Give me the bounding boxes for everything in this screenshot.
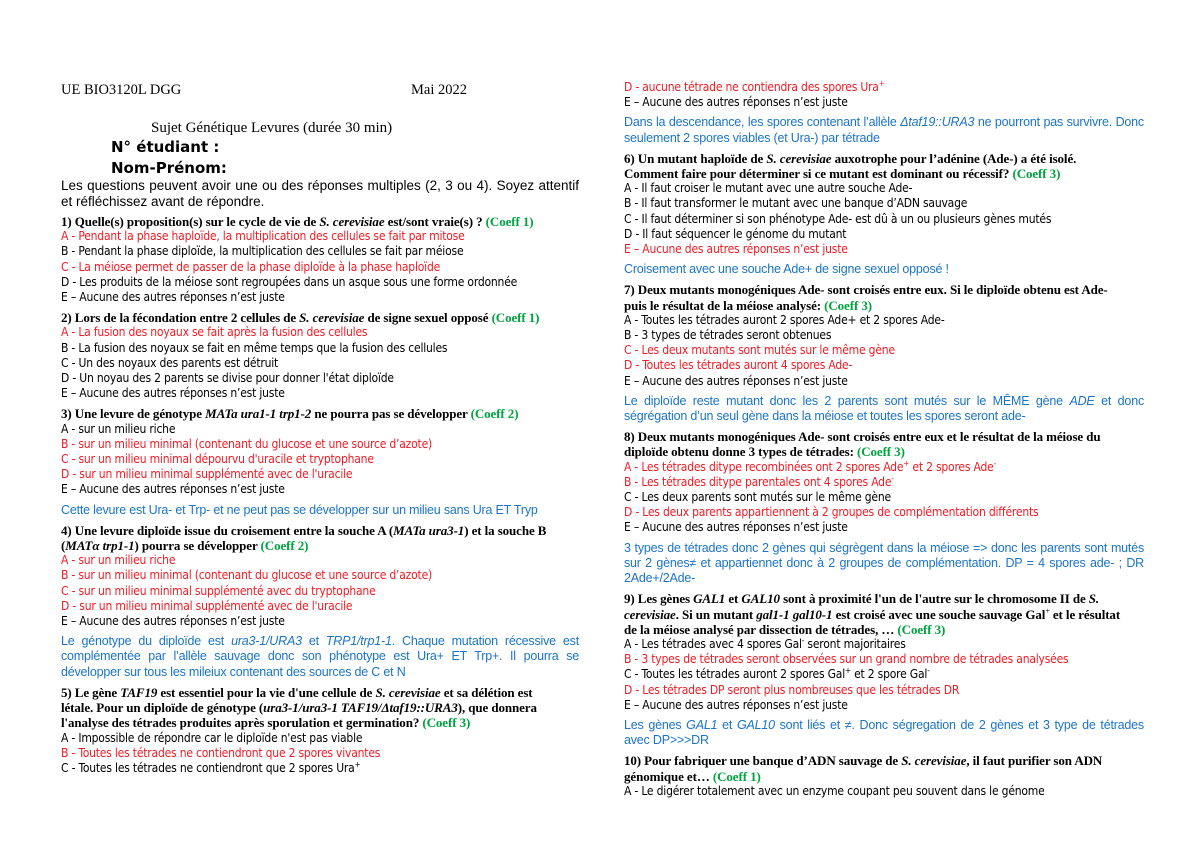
correction-text	[624, 718, 1144, 748]
answer-option	[624, 667, 1144, 682]
text-run: est essentiel pour la vie d'une cellule de	[157, 684, 376, 700]
text-run: A - Les tétrades ditype recombinées ont 2 spores Ade	[624, 459, 904, 474]
answer-option	[624, 358, 1144, 373]
text-run: B - Toutes les tétrades ne contiendront que 2 spores vivantes	[61, 745, 381, 760]
answer-option	[624, 475, 1144, 490]
answer-option	[624, 328, 1144, 343]
question-block-q10	[624, 753, 1144, 799]
text-run: de signe sexuel opposé	[364, 310, 492, 326]
text-run: gal1-1 gal10-1	[756, 606, 833, 622]
question-text	[624, 429, 1144, 444]
text-run: 7) Deux mutants monogéniques Ade- sont croisés entre eux. Si le diploïde obtenu est Ade-	[624, 282, 1108, 298]
text-run: 2) Lors de la fécondation entre 2 cellules de	[61, 310, 300, 326]
correction-c8	[624, 541, 1144, 587]
question-text	[61, 406, 579, 421]
answer-option	[61, 761, 579, 776]
text-run: E – Aucune des autres réponses n’est juste	[624, 697, 848, 712]
answer-option	[624, 652, 1144, 667]
text-run: ) pourra se développer	[134, 538, 261, 554]
text-run: C - sur un milieu minimal dépourvu d'uracile et tryptophane	[61, 452, 374, 467]
question-text	[61, 700, 579, 715]
answer-option	[624, 242, 1144, 257]
text-run: E – Aucune des autres réponses n’est juste	[624, 520, 848, 535]
text-run: 10) Pour fabriquer une banque d’ADN sauvage de	[624, 753, 902, 769]
answer-option	[624, 683, 1144, 698]
text-run: Cette levure est Ura- et Trp- et ne peut pas se développer sur un milieu sans Ura ET Tryp	[61, 502, 538, 517]
course-code: UE BIO3120L DGG	[61, 82, 182, 98]
text-run: E – Aucune des autres réponses n’est juste	[61, 386, 285, 401]
answer-option	[624, 374, 1144, 389]
text-run: Comment faire pour déterminer si ce mutant est dominant ou récessif?	[624, 166, 1013, 182]
correction-text	[61, 634, 579, 680]
answer-option	[624, 520, 1144, 535]
text-run: B - sur un milieu minimal (contenant du glucose et une source d’azote)	[61, 436, 433, 451]
answer-option	[61, 614, 579, 629]
text-run: est croisé avec une souche sauvage Gal	[832, 606, 1046, 622]
text-run: génomique et…	[624, 768, 713, 784]
text-run: B - Les tétrades ditype parentales ont 4 spores Ade	[624, 474, 892, 489]
text-run: A - Le digérer totalement avec un enzyme coupant peu souvent dans le génome	[624, 783, 1045, 798]
text-run: (Coeff 3)	[897, 621, 946, 637]
text-run: A - sur un milieu riche	[61, 421, 176, 436]
answer-option	[61, 731, 579, 746]
question-text	[61, 214, 579, 229]
text-run: A - Les tétrades avec 4 spores Gal	[624, 636, 802, 651]
text-run: TAF19	[120, 684, 158, 700]
text-run: A - Il faut croiser le mutant avec une autre souche Ade-	[624, 181, 913, 196]
text-run: et	[717, 717, 737, 732]
text-run: MATa ura1-1 trp1-2	[205, 406, 312, 422]
correction-c5	[624, 115, 1144, 145]
text-run: (Coeff 3)	[1012, 166, 1061, 182]
instructions: Les questions peuvent avoir une ou des réponses multiples (2, 3 ou 4). Soyez attentif et réfléchissez avant de répondre.	[61, 178, 579, 209]
correction-text	[624, 394, 1144, 424]
question-block-q5-cont	[624, 80, 1144, 110]
text-run: C - Toutes les tétrades auront 2 spores Gal	[624, 667, 845, 682]
text-run: S. cerevisiae	[299, 310, 365, 326]
text-run: E – Aucune des autres réponses n’est juste	[624, 373, 848, 388]
answer-option	[61, 325, 579, 340]
text-run: C - Les deux parents sont mutés sur le même gène	[624, 490, 891, 505]
answer-option	[624, 196, 1144, 211]
answer-option	[61, 584, 579, 599]
answer-option	[61, 746, 579, 761]
text-run: 3) Une levure de génotype	[61, 406, 206, 422]
text-run: ne pourront pas survivre. Donc seulement 2 spores viables (et Ura-) par tétrade	[624, 115, 1144, 145]
text-run: S. cerevisiae	[766, 150, 832, 166]
text-run: +	[845, 666, 851, 676]
answer-option	[61, 356, 579, 371]
text-run: A - Impossible de répondre car le diploïde n'est pas viable	[61, 730, 363, 745]
text-run: E – Aucune des autres réponses n’est juste	[624, 242, 848, 257]
text-run: et	[301, 634, 326, 649]
correction-text	[624, 115, 1144, 145]
text-run: ) et la souche B	[464, 522, 547, 538]
correction-c4	[61, 634, 579, 680]
question-text	[624, 151, 1144, 166]
question-text	[624, 769, 1144, 784]
text-run: (Coeff 1)	[712, 768, 761, 784]
text-run: et 2 spore Gal	[850, 667, 928, 682]
question-block-q2	[61, 310, 579, 401]
right-questions	[624, 80, 1144, 804]
question-text	[624, 298, 1144, 313]
answer-option	[61, 260, 579, 275]
text-run: C - sur un milieu minimal supplémenté avec du tryptophane	[61, 583, 376, 598]
text-run: E – Aucune des autres réponses n’est juste	[624, 95, 848, 110]
answer-option	[624, 637, 1144, 652]
answer-option	[624, 227, 1144, 242]
text-run: S. cerevisiae	[901, 753, 967, 769]
answer-option	[61, 371, 579, 386]
text-run: puis le résultat de la méiose analysé:	[624, 297, 825, 313]
question-block-q5	[61, 685, 579, 776]
text-run: (Coeff 3)	[422, 715, 471, 731]
text-run: seront majoritaires	[804, 636, 906, 651]
text-run: B - 3 types de tétrades seront observées sur un grand nombre de tétrades analysées	[624, 652, 1069, 667]
text-run: A - Pendant la phase haploïde, la multiplication des cellules se fait par mitose	[61, 229, 465, 244]
question-text	[61, 685, 579, 700]
text-run: -	[891, 473, 894, 483]
text-run: l'analyse des tétrades produites après sporulation et germination?	[61, 715, 423, 731]
text-run: C - Les deux mutants sont mutés sur le même gène	[624, 343, 895, 358]
question-block-q8	[624, 429, 1144, 535]
text-run: diploïde obtenu donne 3 types de tétrades:	[624, 444, 857, 460]
text-run: cerevisiae	[624, 606, 676, 622]
text-run: D - sur un milieu minimal supplémenté avec de l'uracile	[61, 598, 353, 613]
answer-option	[61, 422, 579, 437]
text-run: C - Toutes les tétrades ne contiendront que 2 spores Ura	[61, 760, 355, 775]
text-run: E – Aucune des autres réponses n’est juste	[61, 482, 285, 497]
question-text	[624, 622, 1144, 637]
answer-option	[61, 386, 579, 401]
answer-option	[624, 460, 1144, 475]
text-run: 1) Quelle(s) proposition(s) sur le cycle de vie de	[61, 214, 320, 229]
answer-option	[624, 80, 1144, 95]
text-run: 5) Le gène	[61, 684, 121, 700]
question-text	[624, 282, 1144, 297]
correction-c6	[624, 262, 1144, 277]
answer-option	[624, 343, 1144, 358]
text-run: 4) Une levure diploïde issue du croisement entre la souche A (	[61, 522, 394, 538]
text-run: létale. Pour un diploïde de génotype (	[61, 700, 264, 716]
text-run: GAL10	[741, 591, 780, 607]
student-number-label: N° étudiant :	[111, 138, 220, 156]
exam-date: Mai 2022	[411, 82, 467, 98]
answer-option	[624, 95, 1144, 110]
answer-option	[624, 313, 1144, 328]
student-name-label: Nom-Prénom:	[111, 159, 227, 177]
text-run: MATa ura3-1	[393, 522, 465, 538]
question-block-q6	[624, 151, 1144, 257]
text-run: auxotrophe pour l’adénine (Ade-) a été isolé.	[831, 150, 1077, 166]
text-run: D - Les produits de la méiose sont regroupées dans un asque sous une forme ordonnée	[61, 274, 518, 289]
text-run: ura3-1/ura3-1 TAF19/Δtaf19::URA3	[263, 700, 458, 716]
question-text	[61, 310, 579, 325]
text-run: (	[61, 538, 66, 554]
text-run: GAL1	[693, 591, 726, 607]
text-run: -	[993, 458, 996, 468]
text-run: D - aucune tétrade ne contiendra des spores Ura	[624, 80, 879, 94]
text-run: D - Les tétrades DP seront plus nombreuses que les tétrades DR	[624, 682, 960, 697]
text-run: TRP1/trp1-1	[325, 634, 392, 649]
text-run: est/sont vraie(s) ?	[384, 214, 486, 229]
answer-option	[61, 341, 579, 356]
answer-option	[61, 599, 579, 614]
text-run: D - sur un milieu minimal supplémenté avec de l'uracile	[61, 467, 353, 482]
text-run: (Coeff 3)	[856, 444, 905, 460]
text-run: 3 types de tétrades donc 2 gènes qui ségrègent dans la méiose => donc les parents sont mutés sur 2 gènes≠ et appartiennet donc à 2 groupes de complémentation. DP = 4 spores ade- ; DR 2Ade+/2Ade-	[624, 540, 1144, 586]
text-run: A - Toutes les tétrades auront 2 spores Ade+ et 2 spores Ade-	[624, 312, 945, 327]
question-text	[624, 444, 1144, 459]
answer-option	[624, 698, 1144, 713]
text-run: (Coeff 1)	[491, 310, 540, 326]
text-run: +	[878, 79, 885, 88]
text-run: B - Il faut transformer le mutant avec une banque d’ADN sauvage	[624, 196, 968, 211]
text-run: S. cerevisiae	[375, 684, 441, 700]
text-run: . Chaque mutation récessive est complémentée par l’allèle sauvage donc son phénotype est Ura+ ET Trp+. Il pourra se développer sur tous les mileiux contenant des sources de C et N	[61, 634, 579, 679]
answer-option	[61, 244, 579, 259]
correction-c9	[624, 718, 1144, 748]
answer-option	[624, 505, 1144, 520]
text-run: ADE	[1069, 393, 1095, 408]
text-run: Les gènes	[624, 717, 687, 732]
answer-option	[61, 568, 579, 583]
text-run: sont liés et ≠. Donc ségregation de 2 gènes et 3 type de tétrades avec DP>>>DR	[624, 717, 1144, 748]
correction-c3	[61, 503, 579, 518]
text-run: +	[1045, 606, 1050, 616]
text-run: GAL1	[686, 717, 718, 732]
text-run: B - Pendant la phase diploïde, la multiplication des cellules se fait par méiose	[61, 244, 464, 259]
text-run: (Coeff 1)	[485, 214, 534, 229]
text-run: sont à proximité l'un de l'autre sur le chromosome II de	[779, 591, 1089, 607]
text-run: 6) Un mutant haploïde de	[624, 150, 767, 166]
text-run: GAL10	[736, 717, 775, 732]
text-run: ne pourra pas se développer	[311, 406, 471, 422]
question-text	[624, 753, 1144, 768]
text-run: C - Il faut déterminer si son phénotype Ade- est dû à un ou plusieurs gènes mutés	[624, 211, 1052, 226]
text-run: , il faut purifier son ADN	[966, 753, 1103, 769]
answer-option	[61, 290, 579, 305]
text-run: et donc ségrégation d’un seul gène dans la méiose et toutes les spores seront ade-	[624, 393, 1144, 424]
correction-text	[624, 262, 1144, 277]
text-run: -	[801, 635, 805, 645]
question-block-q7	[624, 282, 1144, 388]
text-run: et	[725, 591, 742, 607]
text-run: (Coeff 2)	[260, 538, 309, 554]
text-run: S. cerevisiae	[319, 214, 385, 229]
text-run: D - Un noyau des 2 parents se divise pour donner l'état diploïde	[61, 371, 394, 386]
exam-subject: Sujet Génétique Levures (durée 30 min)	[151, 120, 393, 136]
question-text	[61, 538, 579, 553]
text-run: -	[927, 666, 930, 676]
text-run: D - Toutes les tétrades auront 4 spores Ade-	[624, 358, 853, 373]
correction-text	[61, 503, 579, 518]
text-run: . Si un mutant	[675, 606, 757, 622]
question-block-q3	[61, 406, 579, 497]
text-run: D - Les deux parents appartiennent à 2 groupes de complémentation différents	[624, 505, 1039, 520]
text-run: A - La fusion des noyaux se fait après la fusion des cellules	[61, 325, 368, 340]
text-run: C - La méiose permet de passer de la phase diploïde à la phase haploïde	[61, 259, 441, 274]
answer-option	[61, 482, 579, 497]
text-run: D - Il faut séquencer le génome du mutant	[624, 226, 847, 241]
question-text	[624, 591, 1144, 606]
answer-option	[61, 229, 579, 244]
text-run: ura3-1/URA3	[231, 634, 302, 649]
text-run: de la méiose analysé par dissection de tétrades, …	[624, 621, 898, 637]
correction-text	[624, 541, 1144, 587]
correction-c7	[624, 394, 1144, 424]
text-run: Δtaf19::URA3	[900, 115, 975, 130]
text-run: B - 3 types de tétrades seront obtenues	[624, 328, 832, 343]
answer-option	[61, 275, 579, 290]
question-block-q1	[61, 214, 579, 305]
text-run: et sa délétion est	[440, 684, 533, 700]
text-run: et le résultat	[1049, 606, 1121, 622]
text-run: 8) Deux mutants monogéniques Ade- sont croisés entre eux et le résultat de la méiose du	[624, 429, 1101, 445]
text-run: +	[903, 458, 910, 468]
text-run: (Coeff 3)	[824, 297, 872, 313]
answer-option	[624, 181, 1144, 196]
question-block-q9	[624, 591, 1144, 713]
text-run: B - sur un milieu minimal (contenant du glucose et une source d’azote)	[61, 568, 433, 583]
left-questions	[61, 214, 579, 781]
text-run: Le diploïde reste mutant donc les 2 parents sont mutés sur le MÊME gène	[624, 393, 1070, 408]
text-run: C - Un des noyaux des parents est détruit	[61, 355, 279, 370]
text-run: et 2 spores Ade	[909, 459, 994, 474]
text-run: +	[354, 759, 361, 769]
answer-option	[624, 212, 1144, 227]
text-run: (Coeff 2)	[470, 406, 519, 422]
text-run: ), que donnera	[457, 700, 537, 716]
text-run: Croisement avec une souche Ade+ de signe sexuel opposé !	[624, 262, 949, 277]
text-run: B - La fusion des noyaux se fait en même temps que la fusion des cellules	[61, 340, 448, 355]
text-run: A - sur un milieu riche	[61, 553, 176, 568]
text-run: MATα trp1-1	[65, 538, 135, 554]
question-text	[624, 166, 1144, 181]
question-text	[61, 715, 579, 730]
answer-option	[61, 437, 579, 452]
text-run: 9) Les gènes	[624, 591, 694, 607]
text-run: E – Aucune des autres réponses n’est juste	[61, 290, 285, 305]
answer-option	[624, 490, 1144, 505]
question-text	[624, 607, 1144, 622]
answer-option	[61, 467, 579, 482]
question-block-q4	[61, 523, 579, 629]
text-run: E – Aucune des autres réponses n’est juste	[61, 614, 285, 629]
text-run: Le génotype du diploïde est	[61, 634, 232, 649]
question-text	[61, 523, 579, 538]
answer-option	[624, 784, 1144, 799]
answer-option	[61, 452, 579, 467]
answer-option	[61, 553, 579, 568]
text-run: S.	[1088, 591, 1100, 607]
text-run: Dans la descendance, les spores contenant l’allèle	[624, 115, 901, 130]
